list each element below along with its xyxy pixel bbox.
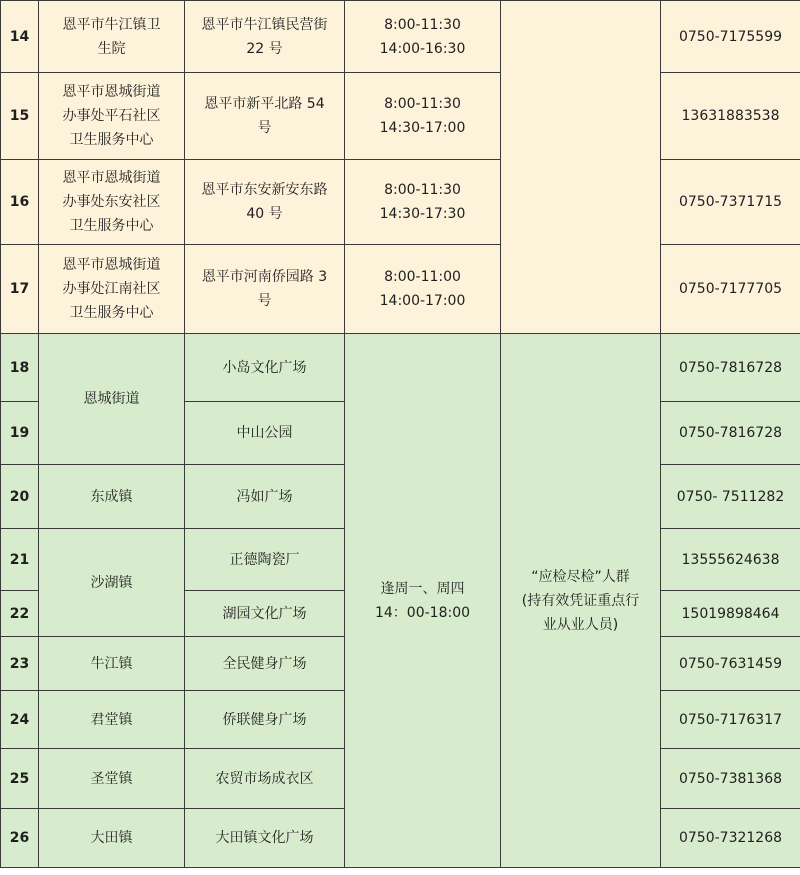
phone-number: 0750-7816728: [661, 402, 800, 465]
row-number: 16: [1, 160, 39, 245]
phone-number: 0750-7631459: [661, 637, 800, 691]
clinic-address: 恩平市河南侨园路 3 号: [185, 245, 345, 334]
table-row: [1, 334, 800, 402]
row-number: 15: [1, 73, 39, 160]
clinic-address: 恩平市牛江镇民营街 22 号: [185, 1, 345, 73]
clinic-name: 恩平市恩城街道 办事处东安社区 卫生服务中心: [39, 160, 185, 245]
town-name: 圣堂镇: [39, 749, 185, 809]
site-name: 中山公园: [185, 402, 345, 465]
phone-number: 0750- 7511282: [661, 465, 800, 529]
row-number: 19: [1, 402, 39, 465]
town-name: 沙湖镇: [39, 529, 185, 637]
clinic-address: 恩平市新平北路 54 号: [185, 73, 345, 160]
town-name: 恩城街道: [39, 334, 185, 465]
table-row: [1, 245, 800, 334]
row-number: 18: [1, 334, 39, 402]
opening-hours: 8:00-11:30 14:30-17:30: [345, 160, 501, 245]
phone-number: 0750-7371715: [661, 160, 800, 245]
site-name: 大田镇文化广场: [185, 809, 345, 868]
row-number: 26: [1, 809, 39, 868]
site-name: 全民健身广场: [185, 637, 345, 691]
phone-number: 0750-7381368: [661, 749, 800, 809]
site-name: 正德陶瓷厂: [185, 529, 345, 591]
clinic-name: 恩平市牛江镇卫 生院: [39, 1, 185, 73]
town-name: 大田镇: [39, 809, 185, 868]
site-name: 侨联健身广场: [185, 691, 345, 749]
row-number: 22: [1, 591, 39, 637]
target-group-cell: [501, 1, 661, 334]
row-number: 17: [1, 245, 39, 334]
phone-number: 13555624638: [661, 529, 800, 591]
site-name: 小岛文化广场: [185, 334, 345, 402]
opening-hours: 8:00-11:00 14:00-17:00: [345, 245, 501, 334]
phone-number: 0750-7176317: [661, 691, 800, 749]
row-number: 25: [1, 749, 39, 809]
phone-number: 13631883538: [661, 73, 800, 160]
row-number: 21: [1, 529, 39, 591]
opening-hours: 8:00-11:30 14:30-17:00: [345, 73, 501, 160]
opening-hours: 8:00-11:30 14:00-16:30: [345, 1, 501, 73]
row-number: 24: [1, 691, 39, 749]
row-number: 14: [1, 1, 39, 73]
phone-number: 15019898464: [661, 591, 800, 637]
town-name: 牛江镇: [39, 637, 185, 691]
phone-number: 0750-7816728: [661, 334, 800, 402]
clinic-name: 恩平市恩城街道 办事处平石社区 卫生服务中心: [39, 73, 185, 160]
table-row: [1, 160, 800, 245]
phone-number: 0750-7175599: [661, 1, 800, 73]
row-number: 20: [1, 465, 39, 529]
row-number: 23: [1, 637, 39, 691]
phone-number: 0750-7321268: [661, 809, 800, 868]
schedule-cell: 逢周一、周四 14：00-18:00: [345, 334, 501, 868]
clinic-address: 恩平市东安新安东路 40 号: [185, 160, 345, 245]
table-row: [1, 73, 800, 160]
town-name: 东成镇: [39, 465, 185, 529]
site-name: 农贸市场成衣区: [185, 749, 345, 809]
table-row: [1, 1, 800, 73]
site-name: 湖园文化广场: [185, 591, 345, 637]
site-name: 冯如广场: [185, 465, 345, 529]
phone-number: 0750-7177705: [661, 245, 800, 334]
target-group-cell: “应检尽检”人群 (持有效凭证重点行 业从业人员): [501, 334, 661, 868]
town-name: 君堂镇: [39, 691, 185, 749]
clinic-name: 恩平市恩城街道 办事处江南社区 卫生服务中心: [39, 245, 185, 334]
